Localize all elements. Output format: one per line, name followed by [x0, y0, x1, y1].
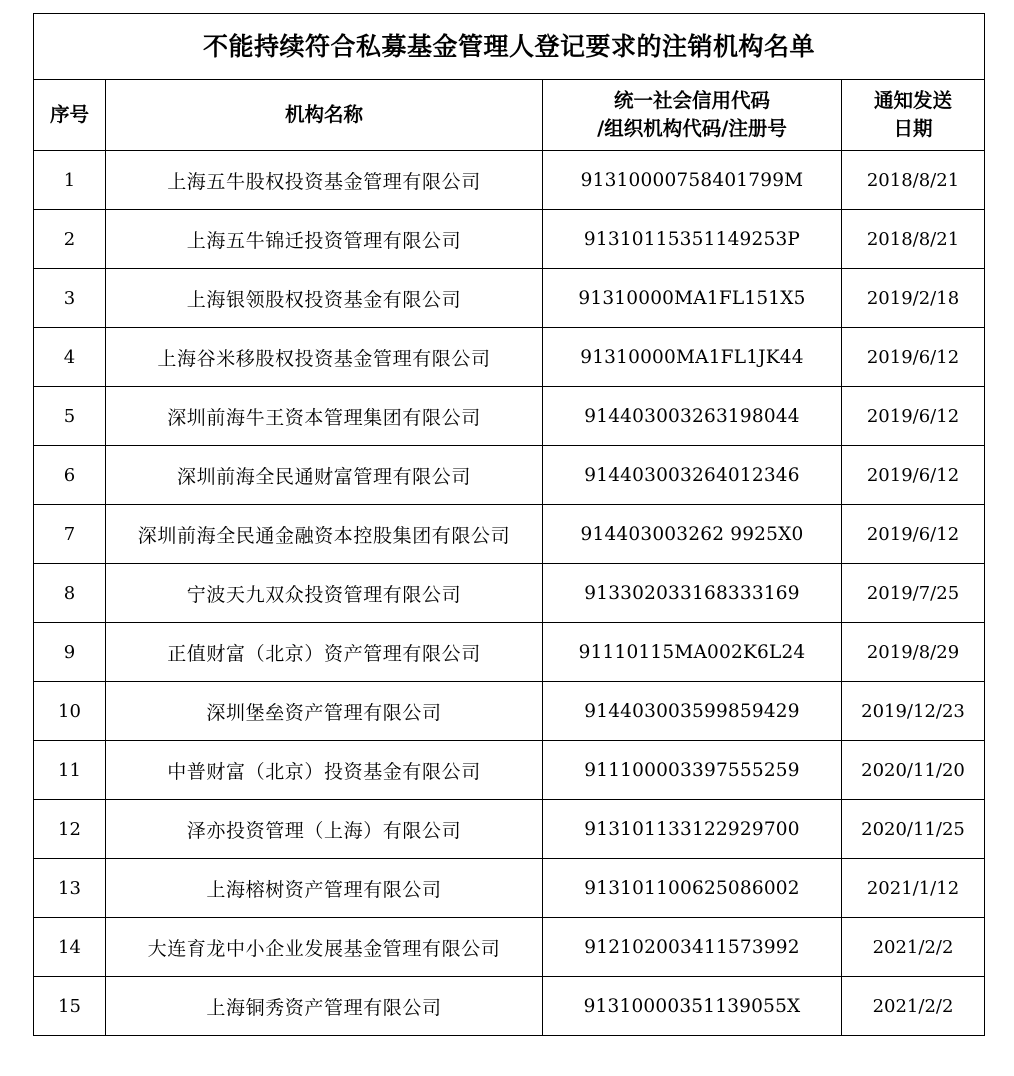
cell-notice-date: 2019/6/12: [842, 446, 985, 505]
document-title: 不能持续符合私募基金管理人登记要求的注销机构名单: [34, 14, 985, 80]
cell-institution-name: 深圳前海牛王资本管理集团有限公司: [106, 387, 543, 446]
table-row: [34, 505, 985, 564]
table-row: [34, 446, 985, 505]
cell-institution-name: 中普财富（北京）投资基金有限公司: [106, 741, 543, 800]
cell-credit-code: 912102003411573992: [543, 918, 842, 977]
cell-credit-code: 91310115351149253P: [543, 210, 842, 269]
cell-institution-name: 上海铜秀资产管理有限公司: [106, 977, 543, 1036]
table-row: [34, 918, 985, 977]
table-row: [34, 682, 985, 741]
cell-notice-date: 2018/8/21: [842, 151, 985, 210]
cell-credit-code: 911100003397555259: [543, 741, 842, 800]
cell-credit-code: 914403003599859429: [543, 682, 842, 741]
table-row: [34, 800, 985, 859]
header-row: [34, 80, 985, 151]
cell-notice-date: 2021/2/2: [842, 977, 985, 1036]
cell-credit-code: 913101100625086002: [543, 859, 842, 918]
table-row: [34, 269, 985, 328]
cell-institution-name: 深圳前海全民通金融资本控股集团有限公司: [106, 505, 543, 564]
table-row: [34, 859, 985, 918]
cell-index: 4: [34, 328, 106, 387]
column-header-code-line1: 统一社会信用代码: [613, 88, 770, 112]
cell-institution-name: 深圳前海全民通财富管理有限公司: [106, 446, 543, 505]
cell-notice-date: 2019/6/12: [842, 328, 985, 387]
cell-credit-code: 914403003263198044: [543, 387, 842, 446]
table-row: [34, 328, 985, 387]
cell-index: 11: [34, 741, 106, 800]
cell-credit-code: 914403003262 9925X0: [543, 505, 842, 564]
cell-institution-name: 上海五牛锦迁投资管理有限公司: [106, 210, 543, 269]
table-row: [34, 210, 985, 269]
cell-index: 9: [34, 623, 106, 682]
cell-credit-code: 913302033168333169: [543, 564, 842, 623]
cell-index: 1: [34, 151, 106, 210]
table-row: [34, 387, 985, 446]
column-header-code-line2: /组织机构代码/注册号: [597, 117, 787, 140]
column-header-date: [842, 80, 985, 151]
cell-notice-date: 2019/2/18: [842, 269, 985, 328]
cell-index: 5: [34, 387, 106, 446]
cell-notice-date: 2019/7/25: [842, 564, 985, 623]
cell-index: 3: [34, 269, 106, 328]
table-row: [34, 623, 985, 682]
cell-institution-name: 深圳堡垒资产管理有限公司: [106, 682, 543, 741]
cell-index: 8: [34, 564, 106, 623]
cell-notice-date: 2019/8/29: [842, 623, 985, 682]
cell-notice-date: 2019/12/23: [842, 682, 985, 741]
column-header-date-line2: 日期: [893, 117, 933, 140]
cell-notice-date: 2020/11/25: [842, 800, 985, 859]
cell-notice-date: 2020/11/20: [842, 741, 985, 800]
table-row: [34, 564, 985, 623]
cell-credit-code: 91310000MA1FL151X5: [543, 269, 842, 328]
table-row: [34, 977, 985, 1036]
cell-institution-name: 上海五牛股权投资基金管理有限公司: [106, 151, 543, 210]
cell-credit-code: 91310000758401799M: [543, 151, 842, 210]
cell-notice-date: 2021/1/12: [842, 859, 985, 918]
cell-notice-date: 2018/8/21: [842, 210, 985, 269]
cell-index: 14: [34, 918, 106, 977]
column-header-code: [543, 80, 842, 151]
cell-institution-name: 正值财富（北京）资产管理有限公司: [106, 623, 543, 682]
cell-index: 7: [34, 505, 106, 564]
cell-institution-name: 宁波天九双众投资管理有限公司: [106, 564, 543, 623]
cancelled-institutions-table: [33, 13, 985, 1036]
cell-credit-code: 913101133122929700: [543, 800, 842, 859]
cell-index: 6: [34, 446, 106, 505]
cell-credit-code: 91310000351139055X: [543, 977, 842, 1036]
cell-institution-name: 上海银领股权投资基金有限公司: [106, 269, 543, 328]
cell-notice-date: 2019/6/12: [842, 387, 985, 446]
cell-institution-name: 上海谷米移股权投资基金管理有限公司: [106, 328, 543, 387]
cell-notice-date: 2021/2/2: [842, 918, 985, 977]
cell-notice-date: 2019/6/12: [842, 505, 985, 564]
cell-index: 10: [34, 682, 106, 741]
cell-credit-code: 91310000MA1FL1JK44: [543, 328, 842, 387]
column-header-date-line1: 通知发送: [874, 88, 953, 112]
cell-index: 2: [34, 210, 106, 269]
cell-index: 12: [34, 800, 106, 859]
cell-credit-code: 914403003264012346: [543, 446, 842, 505]
cell-institution-name: 大连育龙中小企业发展基金管理有限公司: [106, 918, 543, 977]
table-row: [34, 741, 985, 800]
cell-institution-name: 泽亦投资管理（上海）有限公司: [106, 800, 543, 859]
column-header-name: 机构名称: [106, 80, 543, 151]
title-row: [34, 14, 985, 80]
cell-index: 15: [34, 977, 106, 1036]
table-row: [34, 151, 985, 210]
cell-credit-code: 91110115MA002K6L24: [543, 623, 842, 682]
cell-institution-name: 上海榕树资产管理有限公司: [106, 859, 543, 918]
column-header-index: 序号: [34, 80, 106, 151]
cell-index: 13: [34, 859, 106, 918]
